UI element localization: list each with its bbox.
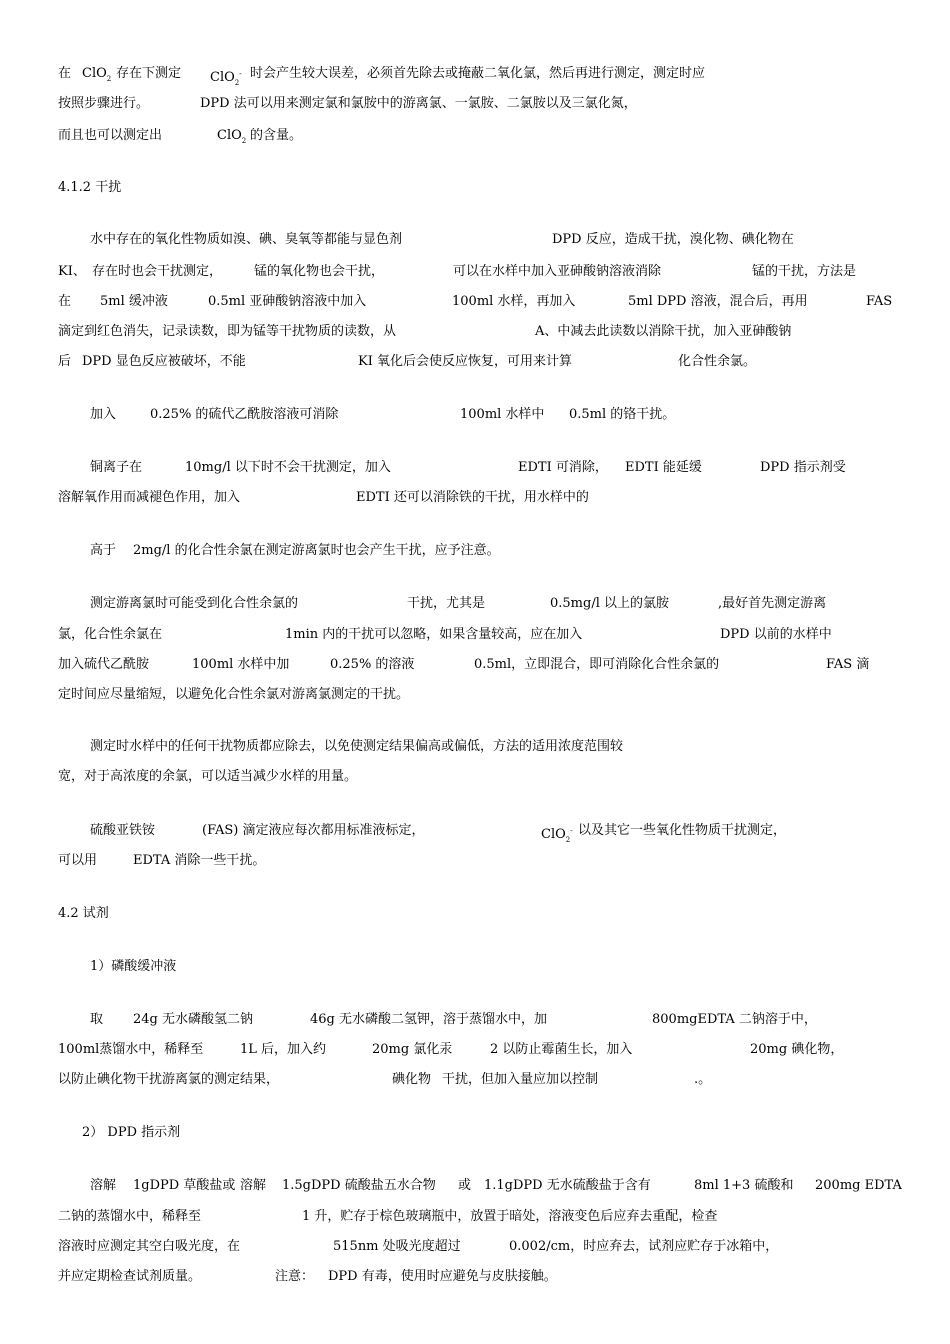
text-span: 在: [58, 66, 72, 81]
text-line: [0, 62, 950, 86]
text-span: 干扰，但加入量应加以控制: [442, 1072, 599, 1087]
text-span: EDTI 能延缓: [625, 460, 702, 475]
text-span: 100ml 水样，再加入: [452, 294, 576, 309]
text-line: [0, 1265, 950, 1289]
text-span: 定时间应尽量缩短，以避免化合性余氯对游离氯测定的干扰。: [58, 687, 410, 702]
text-span: 滴定到红色消失，记录读数，即为锰等干扰物质的读数，从: [58, 324, 397, 339]
text-span: 0.5ml 的铬干扰。: [569, 407, 676, 422]
text-span: 溶解氧作用而减褪色作用，加入: [58, 490, 241, 505]
text-span: 100ml 水样中加: [192, 657, 290, 672]
text-span: 测定时水样中的任何干扰物质都应除去，以免使测定结果偏高或偏低，方法的适用浓度范围较: [90, 739, 624, 754]
text-span: 碘化物: [392, 1072, 432, 1087]
text-span: EDTA 消除一些干扰。: [133, 853, 266, 868]
text-span: 可以用: [58, 853, 98, 868]
text-line: [0, 456, 950, 480]
text-span: EDTI 还可以消除铁的干扰，用水样中的: [356, 490, 589, 505]
text-line: [0, 124, 950, 148]
text-line: [0, 623, 950, 647]
text-span: ClO: [217, 128, 242, 143]
text-span: 0.5ml 亚砷酸钠溶液中加入: [208, 294, 367, 309]
text-span: 氯，化合性余氯在: [58, 627, 163, 642]
text-span: 100ml蒸馏水中，稀释至: [58, 1042, 204, 1057]
formula-clo2: [210, 62, 242, 95]
text-span: KI 氧化后会使反应恢复，可用来计算: [358, 354, 572, 369]
text-span: 按照步骤进行。: [58, 96, 150, 111]
text-span: 1L 后，加入约: [240, 1042, 327, 1057]
text-span: 时会产生较大误差，必须首先除去或掩蔽二氧化氯，然后再进行测定，测定时应: [250, 66, 706, 81]
text-line: [0, 350, 950, 374]
text-span: 0.002/cm，时应弃去，试剂应贮存于冰箱中，: [509, 1239, 779, 1254]
text-span: 10mg/l 以下时不会干扰测定，加入: [185, 460, 391, 475]
subscript: 2: [234, 79, 240, 87]
text-span: .。: [694, 1072, 712, 1087]
text-span: 800mgEDTA 二钠溶于中，: [652, 1012, 817, 1027]
heading-text: 4.1.2 干扰: [58, 180, 122, 195]
text-span: FAS 滴: [826, 657, 870, 672]
text-span: 存在时也会干扰测定，: [92, 264, 223, 279]
text-line: [0, 1038, 950, 1062]
text-line: [0, 539, 950, 563]
text-line: [0, 228, 950, 252]
reagent-title: [0, 955, 950, 979]
text-span: 测定游离氯时可能受到化合性余氯的: [90, 596, 299, 611]
text-span: 可以在水样中加入亚砷酸钠溶液消除: [453, 264, 662, 279]
text-span: 干扰，尤其是: [407, 596, 486, 611]
text-span: 1gDPD 草酸盐或: [133, 1178, 236, 1193]
text-line: [0, 1235, 950, 1259]
text-span: 化合性余氯。: [678, 354, 757, 369]
text-span: 0.25% 的硫代乙酰胺溶液可消除: [150, 407, 339, 422]
reagent-title: [0, 1121, 950, 1145]
text-span: 1min 内的干扰可以忽略，如果含量较高，应在加入: [285, 627, 583, 642]
text-span: ,最好首先测定游离: [718, 596, 827, 611]
text-span: 取: [90, 1012, 104, 1027]
text-span: DPD 法可以用来测定氯和氯胺中的游离氯、一氯胺、二氯胺以及三氯化氮，: [200, 96, 637, 111]
subscript: 2: [106, 75, 112, 83]
text-span: 存在下测定: [116, 66, 182, 81]
text-span: DPD 显色反应被破坏，不能: [82, 354, 246, 369]
section-heading: [0, 902, 950, 926]
text-span: 46g 无水磷酸二氢钾，溶于蒸馏水中，加: [310, 1012, 547, 1027]
formula-clo2: [217, 124, 246, 153]
text-span: 0.5ml，立即混合，即可消除化合性余氯的: [474, 657, 720, 672]
text-span: 以防止碘化物干扰游离氯的测定结果，: [58, 1072, 280, 1087]
text-span: 溶解: [90, 1178, 117, 1193]
text-span: 8ml 1+3 硫酸和: [694, 1178, 794, 1193]
text-span: ClO: [541, 827, 566, 842]
text-line: [0, 403, 950, 427]
formula-clo2: [82, 62, 111, 91]
text-span: 0.25% 的溶液: [330, 657, 415, 672]
text-line: [0, 320, 950, 344]
text-span: ClO: [82, 66, 107, 81]
text-line: [0, 1068, 950, 1092]
text-line: [0, 1174, 950, 1198]
text-span: 注意：: [275, 1269, 315, 1284]
text-line: [0, 653, 950, 677]
text-line: [0, 1008, 950, 1032]
text-span: 二钠的蒸馏水中，稀释至: [58, 1209, 202, 1224]
superscript: -: [570, 827, 573, 835]
text-line: [0, 486, 950, 510]
text-span: 溶液时应测定其空白吸光度，在: [58, 1239, 241, 1254]
text-span: 的含量。: [250, 128, 303, 143]
text-span: DPD 以前的水样中: [720, 627, 832, 642]
text-span: 20mg 碘化物，: [750, 1042, 844, 1057]
text-span: 在: [58, 294, 72, 309]
text-span: 1 升，贮存于棕色玻璃瓶中，放置于暗处，溶液变色后应弃去重配，检查: [302, 1209, 718, 1224]
text-span: 5ml 缓冲液: [100, 294, 168, 309]
text-span: 宽，对于高浓度的余氯，可以适当减少水样的用量。: [58, 769, 358, 784]
text-span: 1.1gDPD 无水硫酸盐于含有: [484, 1178, 651, 1193]
heading-text: 4.2 试剂: [58, 906, 109, 921]
text-span: DPD 指示剂受: [760, 460, 846, 475]
text-line: [0, 592, 950, 616]
superscript: -: [239, 70, 242, 78]
text-span: 0.5mg/l 以上的氯胺: [550, 596, 669, 611]
text-span: 100ml 水样中: [460, 407, 545, 422]
text-line: [0, 260, 950, 284]
text-line: [0, 849, 950, 873]
text-span: FAS: [866, 294, 893, 309]
text-span: 以及其它一些氧化性物质干扰测定，: [578, 823, 787, 838]
subscript: 2: [241, 137, 247, 145]
subscript: 2: [565, 836, 571, 844]
text-span: KI、: [58, 264, 86, 279]
text-line: [0, 683, 950, 707]
text-span: 锰的干扰，方法是: [752, 264, 857, 279]
text-span: 后: [58, 354, 72, 369]
text-span: 水中存在的氧化性物质如溴、碘、臭氧等都能与显色剂: [90, 232, 403, 247]
text-span: 加入硫代乙酰胺: [58, 657, 150, 672]
text-span: 2） DPD 指示剂: [82, 1125, 181, 1140]
section-heading: [0, 176, 950, 200]
text-span: 1.5gDPD 硫酸盐五水合物: [282, 1178, 436, 1193]
text-span: 高于: [90, 543, 117, 558]
text-span: A、中减去此读数以消除干扰，加入亚砷酸钠: [535, 324, 792, 339]
text-span: DPD 有毒，使用时应避免与皮肤接触。: [328, 1269, 557, 1284]
text-line: [0, 819, 950, 843]
text-span: 2 以防止霉菌生长，加入: [490, 1042, 633, 1057]
text-span: 1）磷酸缓冲液: [90, 959, 177, 974]
text-span: 硫酸亚铁铵: [90, 823, 156, 838]
text-line: [0, 1205, 950, 1229]
text-span: 515nm 处吸光度超过: [333, 1239, 461, 1254]
text-span: 锰的氧化物也会干扰，: [254, 264, 385, 279]
text-span: 2mg/l 的化合性余氯在测定游离氯时也会产生干扰，应予注意。: [133, 543, 500, 558]
text-span: 200mg EDTA: [815, 1178, 902, 1193]
text-span: 或: [458, 1178, 472, 1193]
text-span: 20mg 氯化汞: [372, 1042, 453, 1057]
formula-clo2: [541, 819, 573, 852]
text-span: 溶解: [240, 1178, 267, 1193]
text-line: [0, 765, 950, 789]
text-span: EDTI 可消除，: [518, 460, 608, 475]
text-span: 加入: [90, 407, 117, 422]
text-line: [0, 735, 950, 759]
text-span: DPD 反应，造成干扰，溴化物、碘化物在: [552, 232, 794, 247]
text-span: (FAS) 滴定液应每次都用标准液标定，: [202, 823, 425, 838]
text-span: 5ml DPD 溶液，混合后，再用: [628, 294, 808, 309]
text-line: [0, 92, 950, 116]
text-span: 铜离子在: [90, 460, 143, 475]
text-span: 24g 无水磷酸氢二钠: [133, 1012, 253, 1027]
text-span: ClO: [210, 70, 235, 85]
text-span: 而且也可以测定出: [58, 128, 163, 143]
text-span: 并应定期检查试剂质量。: [58, 1269, 202, 1284]
text-line: [0, 290, 950, 314]
